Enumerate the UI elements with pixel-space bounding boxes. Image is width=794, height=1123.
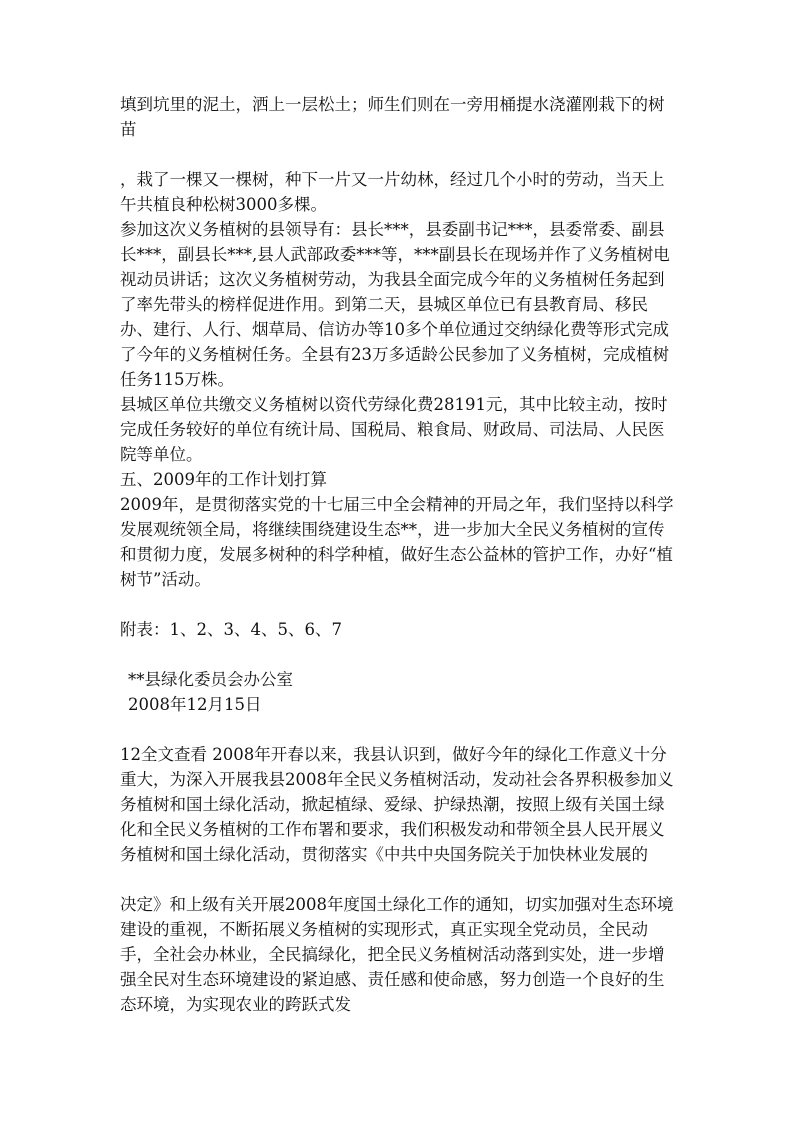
blank-line-3 (120, 642, 680, 667)
appendix-line: 附表：1、2、3、4、5、6、7 (120, 620, 342, 639)
paragraph-7: 决定》和上级有关开展2008年度国土绿化工作的通知，切实加强对生态环境建设的重视，不断拓展义务植树的实现形式，真正实现全党动员，全民动手，全社会办林业，全民搞绿化，把全民义务植树活动落到实处，进一步增强全民对生态环境建设的紧迫感、责任感和使命感，努力创造一个良好的生态环境，为实现农业的跨跃式发 (120, 895, 674, 1014)
document-page (120, 92, 680, 1017)
paragraph-2: ，栽了一棵又一棵树，种下一片又一片幼林，经过几个小时的劳动，当天上午共植良种松树3000多棵。 (120, 170, 665, 214)
paragraph-5: 2009年，是贯彻落实党的十七届三中全会精神的开局之年，我们坚持以科学发展观统领全局，将继续围绕建设生态**，进一步加大全民义务植树的宣传和贯彻力度，发展多树种的科学种植，做好生态公益林的管护工作，办好“植树节”活动。 (120, 495, 674, 589)
paragraph-4: 县城区单位共缴交义务植树以资代劳绿化费28191元，其中比较主动，按时完成任务较好的单位有统计局、国税局、粮食局、财政局、司法局、人民医院等单位。 (120, 395, 668, 464)
signature-date: 2008年12月15日 (128, 695, 262, 714)
paragraph-6: 12全文查看 2008年开春以来，我县认识到，做好今年的绿化工作意义十分重大，为深入开展我县2008年全民义务植树活动，发动社会各界积极参加义务植树和国土绿化活动，掀起植绿、爱绿、护绿热潮，按照上级有关国土绿化和全民义务植树的工作布署和要求，我们积极发动和带领全县人民开展义务植树和国土绿化活动，贯彻落实《中共中央国务院关于加快林业发展的 (120, 745, 674, 864)
paragraph-1: 填到坑里的泥土，洒上一层松土；师生们则在一旁用桶提水浇灌刚栽下的树苗 (120, 95, 665, 139)
blank-line-4 (120, 717, 680, 742)
section-heading: 五、2009年的工作计划打算 (120, 470, 327, 489)
blank-line-2 (120, 592, 680, 617)
blank-line-5 (120, 867, 680, 892)
signature-office: **县绿化委员会办公室 (128, 670, 293, 689)
paragraph-3: 参加这次义务植树的县领导有：县长***，县委副书记***，县委常委、副县长***，副县长***,县人武部政委***等，***副县长在现场并作了义务植树电视动员讲话；这次义务植树劳动，为我县全面完成今年的义务植树任务起到了率先带头的榜样促进作用。到第二天，县城区单位已有县教育局、移民办、建行、人行、烟草局、信访办等10多个单位通过交纳绿化费等形式完成了今年的义务植树任务。全县有23万多适龄公民参加了义务植树，完成植树任务115万株。 (120, 220, 670, 389)
blank-line-1 (120, 142, 680, 167)
